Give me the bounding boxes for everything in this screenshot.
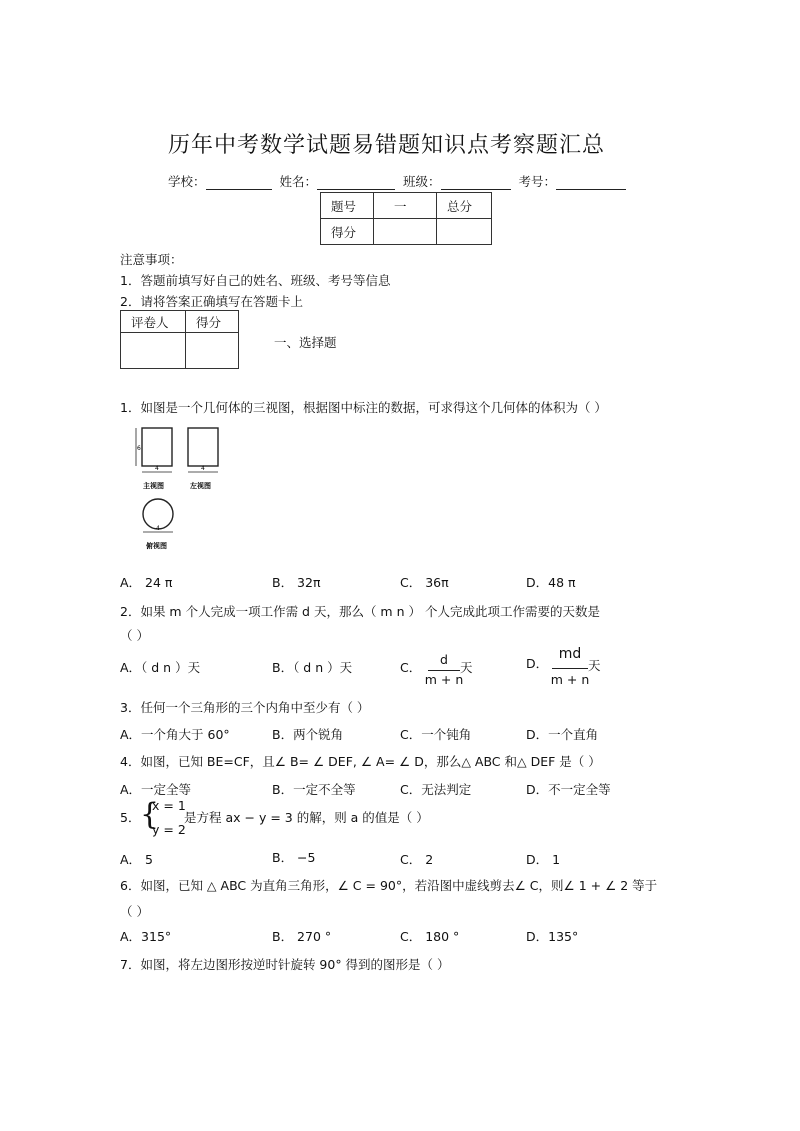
question-3-option-c[interactable]: C．一个钝角: [400, 727, 472, 742]
question-6-paren: （ ）: [120, 904, 149, 919]
score-header-total: 总分: [437, 193, 492, 219]
option-c-fraction-bar: [428, 670, 460, 671]
question-5-option-d[interactable]: D． 1: [526, 852, 561, 867]
page-title: 历年中考数学试题易错题知识点考察题汇总: [168, 133, 606, 158]
left-view-label: 左视图: [190, 482, 211, 490]
notice-item-2: 2．请将答案正确填写在答题卡上: [120, 294, 303, 309]
question-3-stem: 3．任何一个三角形的三个内角中至少有（ ）: [120, 700, 370, 715]
question-6-option-d[interactable]: D．135°: [526, 929, 579, 944]
option-d-unit: 天: [588, 658, 601, 673]
question-4-option-c[interactable]: C．无法判定: [400, 782, 472, 797]
grader-score-cell[interactable]: [186, 333, 239, 369]
question-2-paren: （ ）: [120, 628, 149, 643]
score-cell-total[interactable]: [437, 219, 492, 245]
front-view-shape: [142, 428, 172, 466]
front-view-width: 4: [155, 465, 159, 472]
name-field[interactable]: [317, 175, 395, 190]
question-4-option-d[interactable]: D．不一定全等: [526, 782, 611, 797]
grader-header: 评卷人: [121, 311, 186, 333]
question-6-option-a[interactable]: A．315°: [120, 929, 172, 944]
question-5-stem: 是方程 ax − y = 3 的解，则 a 的值是（ ）: [184, 810, 429, 825]
question-3-option-a[interactable]: A．一个角大于 60°: [120, 727, 230, 742]
exam-no-field[interactable]: [556, 175, 626, 190]
class-label: 班级：: [403, 174, 441, 189]
notice-heading: 注意事项：: [120, 252, 183, 267]
question-4-stem: 4．如图，已知 BE=CF，且∠ B= ∠ DEF, ∠ A= ∠ D，那么△ ABC 和△ DEF 是（ ）: [120, 754, 601, 769]
option-c-label: C．: [400, 660, 422, 675]
option-c-numerator: d: [440, 652, 448, 667]
left-view-shape: [188, 428, 218, 466]
question-1-option-c[interactable]: C． 36π: [400, 575, 449, 590]
exam-no-label: 考号：: [518, 174, 557, 189]
score-header-one: 一: [374, 193, 437, 219]
top-view-width: 4: [156, 525, 160, 532]
question-3-option-b[interactable]: B．两个锐角: [272, 727, 344, 742]
front-view-height: 6: [137, 445, 141, 452]
question-6-option-b[interactable]: B． 270 °: [272, 929, 332, 944]
name-label: 姓名：: [279, 174, 318, 189]
question-5-number: 5．: [120, 810, 141, 825]
question-1-option-d[interactable]: D．48 π: [526, 575, 576, 590]
school-field[interactable]: [206, 175, 272, 190]
grader-cell[interactable]: [121, 333, 186, 369]
section-heading: 一、选择题: [274, 335, 337, 350]
question-7-stem: 7．如图，将左边图形按逆时针旋转 90° 得到的图形是（ ）: [120, 957, 450, 972]
question-6-stem: 6．如图，已知 △ ABC 为直角三角形，∠ C = 90°，若沿图中虚线剪去∠ C，则∠ 1 + ∠ 2 等于: [120, 878, 658, 893]
class-field[interactable]: [441, 175, 511, 190]
equation-system-brace: {: [140, 797, 160, 832]
question-5-option-c[interactable]: C． 2: [400, 852, 434, 867]
info-row: [168, 172, 626, 190]
question-1-stem: 1．如图是一个几何体的三视图，根据图中标注的数据，可求得这个几何体的体积为（ ）: [120, 400, 607, 415]
top-view-label: 俯视图: [146, 542, 167, 550]
equation-system-line-2: y = 2: [152, 822, 186, 837]
option-d-denominator: m + n: [550, 672, 590, 687]
score-cell-one[interactable]: [374, 219, 437, 245]
front-view-label: 主视图: [143, 482, 164, 490]
option-c-unit: 天: [460, 660, 473, 675]
option-d-fraction-bar: [552, 668, 588, 669]
score-header-number: 题号: [321, 193, 374, 219]
notice-item-1: 1．答题前填写好自己的姓名、班级、考号等信息: [120, 273, 391, 288]
score-table: [320, 192, 492, 245]
question-2-option-b[interactable]: B．（ d n ）天: [272, 660, 353, 675]
question-5-option-a[interactable]: A． 5: [120, 852, 153, 867]
question-4-option-b[interactable]: B．一定不全等: [272, 782, 356, 797]
equation-system-line-1: x = 1: [152, 798, 186, 813]
school-label: 学校：: [168, 174, 206, 189]
option-d-label: D．: [526, 656, 549, 671]
question-1-option-a[interactable]: A． 24 π: [120, 575, 173, 590]
score-row-label: 得分: [321, 219, 374, 245]
option-c-denominator: m + n: [424, 672, 464, 687]
left-view-width: 4: [201, 465, 205, 472]
option-d-numerator: md: [558, 646, 582, 662]
question-3-option-d[interactable]: D．一个直角: [526, 727, 599, 742]
question-2-stem: 2．如果 m 个人完成一项工作需 d 天，那么（ m n ） 个人完成此项工作需要的天数是: [120, 604, 600, 619]
question-5-option-b[interactable]: B． −5: [272, 850, 316, 865]
question-2-option-a[interactable]: A．（ d n ）天: [120, 660, 201, 675]
question-1-option-b[interactable]: B． 32π: [272, 575, 321, 590]
grader-score-header: 得分: [186, 311, 239, 333]
question-1-figure: [128, 422, 228, 557]
question-4-option-a[interactable]: A．一定全等: [120, 782, 192, 797]
grader-table: [120, 310, 239, 369]
question-6-option-c[interactable]: C． 180 °: [400, 929, 460, 944]
